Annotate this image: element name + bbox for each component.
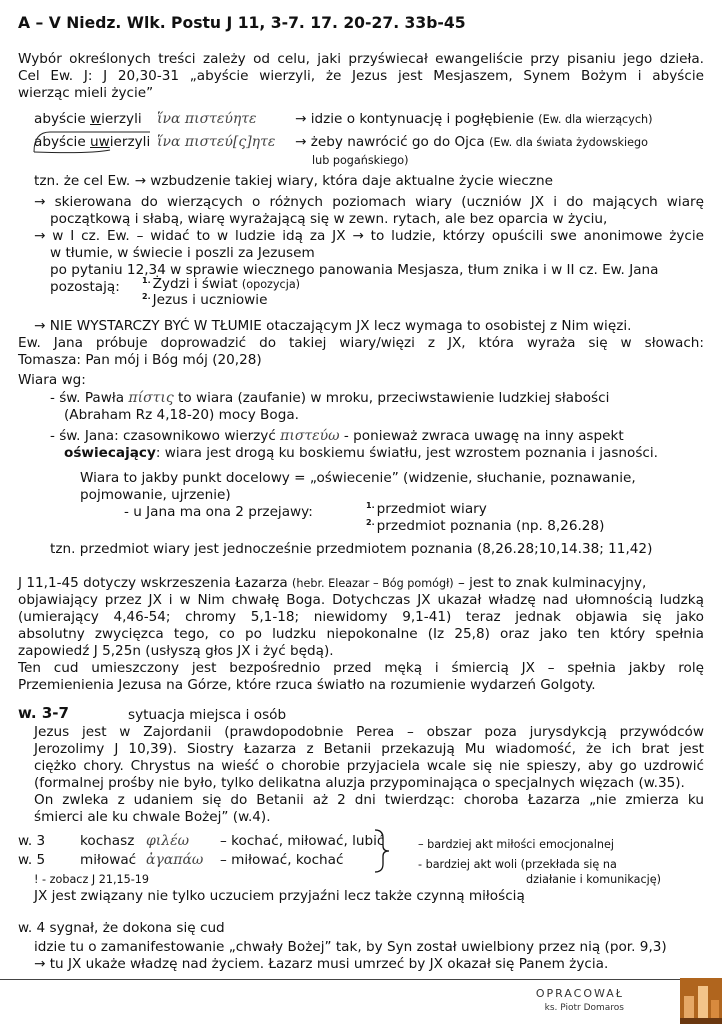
intro-line: Cel Ew. J: J 20,30-31 „abyście wierzyli, że Jezus jest Mesjaszem, Synem Bożym i abyście <box>18 68 704 84</box>
v4-detail: idzie tu o zamanifestowanie „chwały Bożej” tak, by Syn został uwielbiony przez nią (por. 9,3) <box>34 939 667 955</box>
lazarus-line: objawiający przez JX i w Nim chwałę Boga. Dotychczas JX ukazał władzę nad ułomnością ludzką <box>18 592 704 608</box>
v4-line: w. 4 sygnał, że dokona się cud <box>18 920 225 936</box>
purpose-goal: → żeby nawrócić go do Ojca (Ew. dla świata żydowskiego <box>295 134 648 150</box>
love-meaning: – miłować, kochać <box>220 852 344 868</box>
situation-line: (formalnej prośby nie było, tylko delikatna aluzja przypominająca o specjalnych więzach (w.35). <box>34 775 685 791</box>
love-meaning: – kochać, miłować, lubić <box>220 833 385 849</box>
footer-label: OPRACOWAŁ <box>535 987 624 1000</box>
point-line: pojmowanie, ujrzenie) <box>80 487 231 503</box>
love-brace <box>372 828 392 874</box>
intro-line: wierząc mieli życie” <box>18 85 154 101</box>
greek-term: φιλέω <box>146 833 190 849</box>
bullet-line: pozostają: <box>50 279 120 295</box>
footer-rule <box>0 979 722 980</box>
manifest-item: $^{1.}$ przedmiot wiary <box>366 501 487 517</box>
situation-line: On zwleka z udaniem się do Betanii aż 2 dni twierdząc: choroba Łazarza „nie zmierza ku <box>34 792 704 808</box>
situation-line: Jezus jest w Zajordanii (prawdopodobnie Perea – obszar poza jurysdykcją przywódców <box>34 724 704 740</box>
lazarus-line: zapowiedź J 5,25n (usłyszą głos JX i żyć będą). <box>18 643 334 659</box>
church-logo-icon <box>680 978 722 1024</box>
love-note: - bardziej akt woli (przekłada się na <box>418 858 617 871</box>
situation-line: ciężko chory. Chrystus na wieść o chorobie przyjaciela wcale się nie spieszy, aby go uzdrowić <box>34 758 704 774</box>
love-word: miłować <box>80 852 137 868</box>
purpose-goal: → idzie o kontynuację i pogłębienie (Ew. dla wierzących) <box>295 111 653 127</box>
love-note: – bardziej akt miłości emocjonalnej <box>418 838 614 851</box>
faith-john-cont: oświecający: wiara jest drogą ku boskiemu światłu, jest wzrostem poznania i jasności. <box>64 445 658 461</box>
crowd-line: Tomasza: Pan mój i Bóg mój (20,28) <box>18 352 262 368</box>
section-subtitle: sytuacja miejsca i osób <box>128 707 287 723</box>
faith-label: Wiara wg: <box>18 372 86 388</box>
bullet-line: → w I cz. Ew. – widać to w ludzie idą za JX → to ludzie, którzy opuścili swe anonimowe życie <box>34 228 704 244</box>
page-title: A – V Niedz. Wlk. Postu J 11, 3-7. 17. 20-27. 33b-45 <box>18 14 466 32</box>
faith-john: - św. Jana: czasownikowo wierzyć πιστεύω - ponieważ zwraca uwagę na inny aspekt <box>50 428 624 444</box>
lazarus-line: (umierający 4,46-54; chromy 5,1-18; niewidomy 9,1-41) teraz jednak objawia się jako <box>18 609 704 625</box>
object-line: tzn. przedmiot wiary jest jednocześnie przedmiotem poznania (8,26.28;10,14.38; 11,42) <box>50 541 653 557</box>
crowd-line: → NIE WYSTARCZY BYĆ W TŁUMIE otaczającym JX lecz wymaga to osobistej z Nim więzi. <box>34 318 632 334</box>
aim-line: tzn. że cel Ew. → wzbudzenie takiej wiary, która daje aktualne życie wieczne <box>34 173 553 189</box>
bullet-line: początkową i słabą, wiarę wyrażającą się w zewn. rytach, ale bez oparcia w życiu, <box>50 211 608 227</box>
purpose-believers: abyście wierzyli <box>34 111 142 127</box>
situation-line: śmierci ale ku chwale Bożej” (w.4). <box>34 809 271 825</box>
love-note: działanie i komunikację) <box>526 873 662 886</box>
remain-item: $^{1.}$ Żydzi i świat (opozycja) <box>142 276 301 292</box>
greek-term: ἵνα πιστεύητε <box>157 111 257 127</box>
manifest-item: $^{2.}$ przedmiot poznania (np. 8,26.28) <box>366 518 605 534</box>
see-also: ! - zobacz J 21,15-19 <box>34 873 150 886</box>
bond-line: JX jest związany nie tylko uczuciem przyjaźni lecz także czynną miłością <box>34 888 525 904</box>
lazarus-line: absolutny zwycięzca tego, co po ludzku niepokonalne (Iz 25,8) oraz jako ten który spełnia <box>18 626 704 642</box>
faith-paul: - św. Pawła πίστις to wiara (zaufanie) w mroku, przeciwstawienie ludzkiej słabości <box>50 390 610 406</box>
greek-term: ἀγαπάω <box>146 852 204 868</box>
love-verse: w. 3 <box>18 833 46 849</box>
love-word: kochasz <box>80 833 135 849</box>
bullet-line: w tłumie, w świecie i poszli za Jezusem <box>50 245 315 261</box>
greek-term: ἵνα πιστεύ[ς]ητε <box>157 134 276 150</box>
bullet-line: po pytaniu 12,34 w sprawie wiecznego panowania Mesjasza, tłum znika i w II cz. Ew. Jana <box>50 262 659 278</box>
purpose-note: lub pogańskiego) <box>312 154 409 167</box>
lazarus-head: J 11,1-45 dotyczy wskrzeszenia Łazarza (hebr. Eleazar – Bóg pomógł) – jest to znak kulminacyjny, <box>18 575 647 591</box>
point-line: - u Jana ma ona 2 przejawy: <box>124 504 313 520</box>
lazarus-line: Ten cud umieszczony jest bezpośrednio przed męką i śmiercią JX – spełnia jakby rolę <box>18 660 704 676</box>
crowd-line: Ew. Jana próbuje doprowadzić do takiej wiary/więzi z JX, która wyraża się w słowach: <box>18 335 704 351</box>
bullet-line: → skierowana do wierzących o różnych poziomach wiary (uczniów JX i do mających wiarę <box>34 194 704 210</box>
love-verse: w. 5 <box>18 852 46 868</box>
footer-author: ks. Piotr Domaros <box>544 1003 624 1013</box>
situation-line: Jerozolimy J 10,39). Siostry Łazarza z Betanii przekazują Mu wiadomość, że ich brat jest <box>34 741 704 757</box>
section-heading: w. 3-7 <box>18 704 69 722</box>
faith-paul-cont: (Abraham Rz 4,18-20) mocy Boga. <box>64 407 299 423</box>
v4-detail: → tu JX ukaże władzę nad życiem. Łazarz musi umrzeć by JX okazał się Panem życia. <box>34 956 609 972</box>
remain-item: $^{2.}$ Jezus i uczniowie <box>142 292 268 308</box>
purpose-convert: abyście uwierzyli <box>34 134 151 150</box>
intro-line: Wybór określonych treści zależy od celu, jaki przyświecał ewangeliście przy pisaniu jego dzieła. <box>18 51 704 67</box>
lazarus-line: Przemienienia Jezusa na Górze, które rzuca światło na rozumienie wydarzeń Golgoty. <box>18 677 596 693</box>
point-line: Wiara to jakby punkt docelowy = „oświecenie” (widzenie, słuchanie, poznawanie, <box>80 470 636 486</box>
purpose-brace <box>30 130 158 154</box>
